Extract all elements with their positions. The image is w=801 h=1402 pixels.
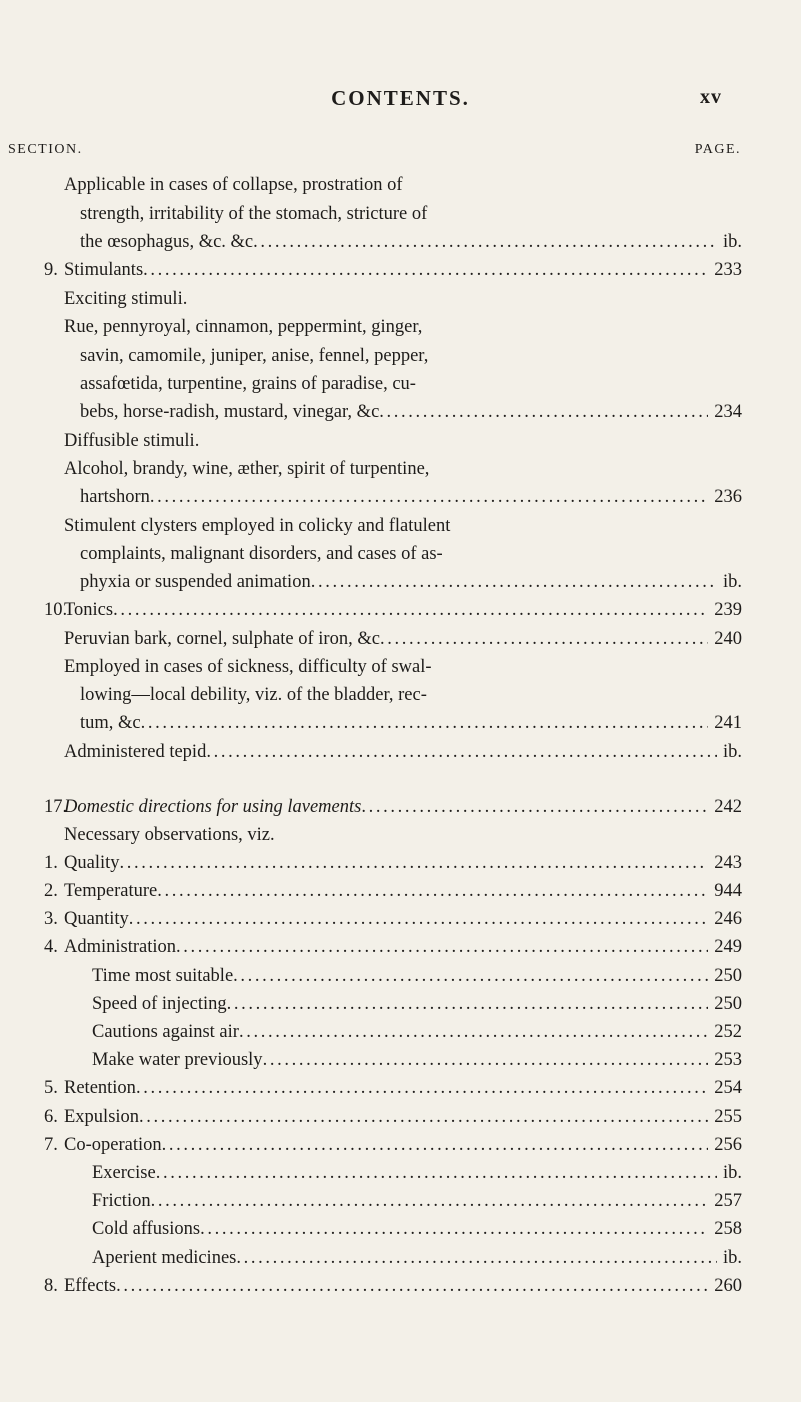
entry-text: Co-operation <box>64 1135 162 1155</box>
entry-text: tum, &c <box>80 713 141 733</box>
entry-page-number: ib. <box>722 1248 742 1268</box>
entry-text: Stimulants <box>64 260 144 280</box>
entry-text: Aperient medicines <box>92 1248 237 1268</box>
page-header <box>0 86 801 116</box>
toc-entry <box>22 794 742 820</box>
toc-entry <box>92 1160 742 1186</box>
entry-text: Necessary observations, viz. <box>64 825 275 845</box>
dot-leader <box>233 963 708 989</box>
toc-entry <box>64 626 742 652</box>
toc-entry <box>64 428 742 454</box>
toc-entry <box>22 878 742 904</box>
toc-entry <box>22 934 742 960</box>
dot-leader <box>120 850 709 876</box>
toc-entry <box>64 822 742 848</box>
dot-leader <box>227 991 709 1017</box>
entry-page-number: 233 <box>714 260 742 280</box>
dot-leader <box>379 399 708 425</box>
entry-text: Peruvian bark, cornel, sulphate of iron, &c <box>64 629 380 649</box>
toc-entry <box>92 1188 742 1214</box>
entry-text: Administered tepid <box>64 742 207 762</box>
page-number: xv <box>700 86 722 108</box>
toc-entry <box>64 654 742 680</box>
toc-entry <box>22 1132 742 1158</box>
dot-leader <box>129 906 709 932</box>
entry-text: Domestic directions for using lavements <box>64 797 362 817</box>
entry-number: 17. <box>44 797 68 817</box>
entry-page-number: 250 <box>714 966 742 986</box>
entry-number: 7. <box>44 1135 58 1155</box>
dot-leader <box>253 229 717 255</box>
entry-page-number: 256 <box>714 1135 742 1155</box>
entry-page-number: 258 <box>714 1219 742 1239</box>
entry-number: 1. <box>44 853 58 873</box>
entry-page-number: 234 <box>714 402 742 422</box>
entry-text: Administration <box>64 937 177 957</box>
toc-entry <box>22 906 742 932</box>
toc-entry <box>22 850 742 876</box>
toc-entry <box>64 286 742 312</box>
dot-leader <box>143 257 708 283</box>
dot-leader <box>141 710 709 736</box>
entry-text: Alcohol, brandy, wine, æther, spirit of turpentine, <box>64 459 430 479</box>
dot-leader <box>150 484 708 510</box>
page-title: CONTENTS. <box>331 86 470 110</box>
entry-text: Applicable in cases of collapse, prostration of <box>64 175 403 195</box>
entry-text: Rue, pennyroyal, cinnamon, peppermint, ginger, <box>64 317 423 337</box>
toc-entry <box>92 1047 742 1073</box>
entry-number: 8. <box>44 1276 58 1296</box>
entry-text: Speed of injecting <box>92 994 227 1014</box>
entry-page-number: 255 <box>714 1107 742 1127</box>
entry-text: Exercise <box>92 1163 156 1183</box>
dot-leader <box>116 1273 708 1299</box>
toc-entry <box>92 991 742 1017</box>
entry-text: Cold affusions <box>92 1219 201 1239</box>
toc-entry <box>64 314 742 340</box>
toc-entry <box>22 597 742 623</box>
entry-number: 10. <box>44 600 68 620</box>
entry-text: Time most suitable <box>92 966 234 986</box>
entry-page-number: 252 <box>714 1022 742 1042</box>
dot-leader <box>157 878 708 904</box>
toc-entry <box>64 513 742 539</box>
entry-page-number: 249 <box>714 937 742 957</box>
entry-text: the œsophagus, &c. &c <box>80 232 254 252</box>
entry-text: Make water previously <box>92 1050 263 1070</box>
entry-page-number: 242 <box>714 797 742 817</box>
entry-page-number: 250 <box>714 994 742 1014</box>
entry-text: assafœtida, turpentine, grains of paradise, cu- <box>80 374 416 394</box>
toc-entry <box>22 1273 742 1299</box>
dot-leader <box>139 1104 708 1130</box>
entry-page-number: 241 <box>714 713 742 733</box>
entry-page-number: ib. <box>722 232 742 252</box>
toc-entry <box>22 257 742 283</box>
entry-text: phyxia or suspended animation <box>80 572 311 592</box>
entry-text: Friction <box>92 1191 151 1211</box>
dot-leader <box>311 569 717 595</box>
toc-entry <box>80 201 742 227</box>
entry-text: Cautions against air <box>92 1022 239 1042</box>
entry-text: Effects <box>64 1276 117 1296</box>
toc-entry <box>80 371 742 397</box>
entry-page-number: 239 <box>714 600 742 620</box>
entry-page-number: 236 <box>714 487 742 507</box>
dot-leader <box>200 1216 708 1242</box>
entry-text: Tonics <box>64 600 114 620</box>
entry-text: savin, camomile, juniper, anise, fennel, pepper, <box>80 346 429 366</box>
column-headings <box>0 142 801 164</box>
dot-leader <box>113 597 708 623</box>
entry-text: complaints, malignant disorders, and cases of as- <box>80 544 443 564</box>
entry-text: strength, irritability of the stomach, stricture of <box>80 204 428 224</box>
dot-leader <box>239 1019 708 1045</box>
entry-page-number: 254 <box>714 1078 742 1098</box>
toc-entry <box>80 710 742 736</box>
entry-text: Employed in cases of sickness, difficulty of swal- <box>64 657 432 677</box>
toc-entry <box>92 1019 742 1045</box>
toc-entry <box>80 682 742 708</box>
toc-entry <box>80 541 742 567</box>
entry-text: Expulsion <box>64 1107 140 1127</box>
entry-number: 4. <box>44 937 58 957</box>
toc-entry <box>22 1075 742 1101</box>
entry-page-number: 253 <box>714 1050 742 1070</box>
dot-leader <box>361 794 708 820</box>
entry-number: 3. <box>44 909 58 929</box>
entry-text: Diffusible stimuli. <box>64 431 200 451</box>
dot-leader <box>263 1047 709 1073</box>
toc-entry <box>92 1216 742 1242</box>
entry-page-number: 257 <box>714 1191 742 1211</box>
toc-entry <box>92 1245 742 1271</box>
entry-page-number: 246 <box>714 909 742 929</box>
entry-page-number: ib. <box>722 572 742 592</box>
toc-entry <box>92 963 742 989</box>
entry-page-number: 944 <box>714 881 742 901</box>
entry-text: Stimulent clysters employed in colicky and flatulent <box>64 516 451 536</box>
entry-number: 5. <box>44 1078 58 1098</box>
entry-number: 6. <box>44 1107 58 1127</box>
entry-page-number: ib. <box>722 1163 742 1183</box>
dot-leader <box>380 626 708 652</box>
dot-leader <box>151 1188 709 1214</box>
toc-entry <box>64 456 742 482</box>
entry-text: Retention <box>64 1078 136 1098</box>
toc-entry <box>22 1104 742 1130</box>
entry-text: lowing—local debility, viz. of the bladder, rec- <box>80 685 427 705</box>
entry-text: hartshorn <box>80 487 150 507</box>
entry-text: Exciting stimuli. <box>64 289 188 309</box>
page-column-heading: PAGE. <box>694 142 741 157</box>
toc-entry <box>80 569 742 595</box>
entry-number: 9. <box>44 260 58 280</box>
toc-entry <box>80 343 742 369</box>
entry-page-number: 240 <box>714 629 742 649</box>
entry-text: bebs, horse-radish, mustard, vinegar, &c <box>80 402 380 422</box>
entry-page-number: 243 <box>714 853 742 873</box>
dot-leader <box>136 1075 708 1101</box>
entry-text: Temperature <box>64 881 158 901</box>
dot-leader <box>206 739 717 765</box>
section-column-heading: SECTION. <box>8 142 83 157</box>
entry-page-number: 260 <box>714 1276 742 1296</box>
entry-text: Quality <box>64 853 120 873</box>
dot-leader <box>176 934 708 960</box>
toc-entry <box>80 229 742 255</box>
toc-entry <box>80 484 742 510</box>
toc-entry <box>64 172 742 198</box>
dot-leader <box>156 1160 717 1186</box>
entry-text: Quantity <box>64 909 129 929</box>
toc-entry <box>80 399 742 425</box>
entry-page-number: ib. <box>722 742 742 762</box>
dot-leader <box>236 1245 717 1271</box>
toc-entry <box>64 739 742 765</box>
entry-number: 2. <box>44 881 58 901</box>
dot-leader <box>162 1132 709 1158</box>
